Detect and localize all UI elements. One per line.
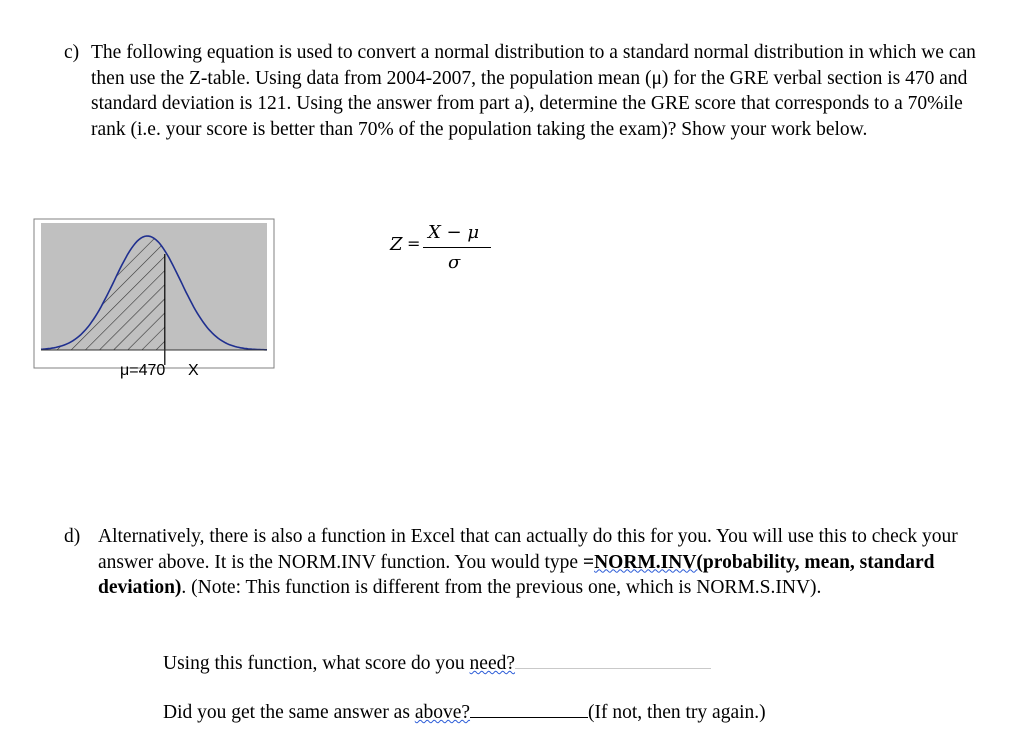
part-c-paragraph	[64, 40, 994, 142]
part-d-text	[98, 524, 1009, 601]
func-args: probability, mean, standard deviation)	[98, 551, 935, 598]
formula-equals: =	[407, 234, 421, 253]
formula-z: Z	[390, 234, 403, 255]
q2-link[interactable]: above?	[414, 702, 471, 723]
part-d-paragraph	[64, 524, 1009, 601]
q2-note: (If not, then try again.)	[588, 702, 766, 723]
func-prefix: =	[582, 551, 595, 573]
x-label: X	[188, 362, 199, 379]
normal-distribution-figure	[33, 218, 277, 370]
formula-numerator: X − μ	[428, 222, 480, 243]
part-d-intro: Alternatively, there is also a function in Excel that can actually do this for you. You will use this to check your answer above. It is the NORM.INV function. You would type	[98, 526, 958, 573]
part-d-note: . (Note: This function is different from the previous one, which is NORM.S.INV).	[181, 577, 822, 598]
part-d-marker: d)	[64, 526, 81, 547]
q2-text: Did you get the same answer as	[163, 702, 415, 723]
formula-denominator: σ	[448, 252, 461, 273]
fraction-bar	[423, 247, 491, 248]
q1-link[interactable]: need?	[469, 653, 516, 674]
q2-answer-blank[interactable]	[470, 699, 588, 718]
q1-answer-blank[interactable]	[515, 650, 711, 669]
part-c-text: The following equation is used to convert a normal distribution to a standard normal distribution in which we can then use the Z-table. Using data from 2004-2007, the population mean (μ) for the GRE verbal section is 470 and standard deviation is 121. Using the answer from part a), determine the GRE score that corresponds to a 70%ile rank (i.e. your score is better than 70% of the population taking the exam)? Show your work below.	[91, 42, 976, 140]
question-1	[163, 650, 711, 675]
mu-label: μ=470	[120, 362, 166, 379]
norm-inv-link[interactable]: NORM.INV(	[594, 551, 703, 573]
z-score-formula	[390, 222, 510, 282]
normal-curve-chart	[33, 218, 277, 370]
q1-text: Using this function, what score do you	[163, 653, 470, 674]
part-c-marker: c)	[64, 42, 80, 63]
question-2	[163, 699, 766, 724]
